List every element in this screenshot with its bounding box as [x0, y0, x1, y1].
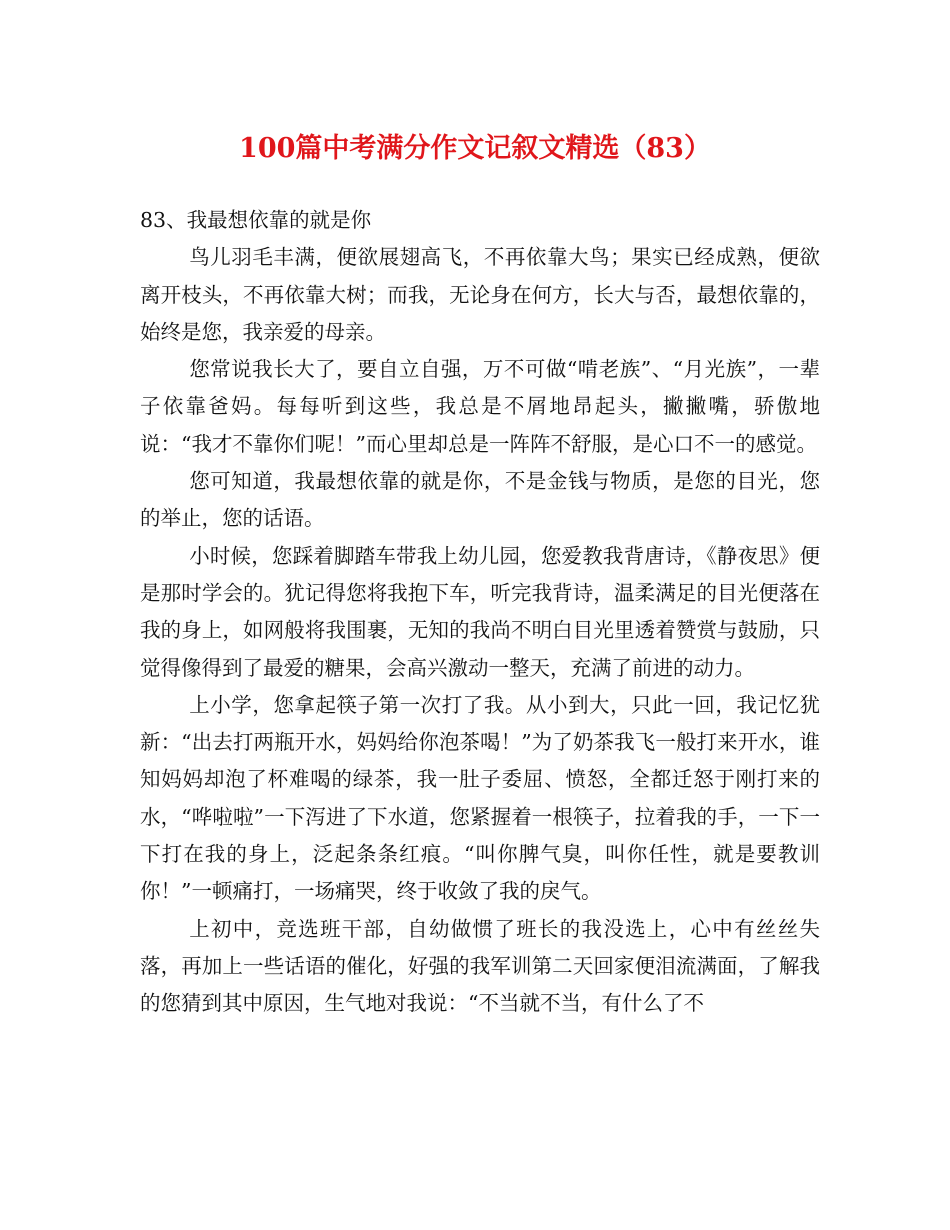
article-paragraph: 上小学，您拿起筷子第一次打了我。从小到大，只此一回，我记忆犹新：“出去打两瓶开水，妈妈给你泡茶喝！”为了奶茶我飞一般打来开水，谁知妈妈却泡了杯难喝的绿茶，我一肚子委屈、愤怒，全都迁怒于刚打来的水，“哗啦啦”一下泻进了下水道，您紧握着一根筷子，拉着我的手，一下一下打在我的身上，泛起条条红痕。“叫你脾气臭，叫你任性，就是要教训你！”一顿痛打，一场痛哭，终于收敛了我的戾气。	[140, 692, 820, 904]
article-paragraph: 上初中，竞选班干部，自幼做惯了班长的我没选上，心中有丝丝失落，再加上一些话语的催化，好强的我军训第二天回家便泪流满面，了解我的您猜到其中原因，生气地对我说：“不当就不当，有什么了不	[140, 916, 820, 1016]
article-paragraph: 小时候，您踩着脚踏车带我上幼儿园，您爱教我背唐诗，《静夜思》便是那时学会的。犹记得您将我抱下车，听完我背诗，温柔满足的目光便落在我的身上，如网般将我围裹，无知的我尚不明白目光里透着赞赏与鼓励，只觉得像得到了最爱的糖果，会高兴激动一整天，充满了前进的动力。	[140, 543, 820, 680]
article-heading: 83、我最想依靠的就是你	[140, 208, 372, 232]
article-body	[140, 202, 820, 1023]
article-paragraph: 鸟儿羽毛丰满，便欲展翅高飞，不再依靠大鸟；果实已经成熟，便欲离开枝头，不再依靠大树；而我，无论身在何方，长大与否，最想依靠的，始终是您，我亲爱的母亲。	[140, 245, 820, 344]
document-title: 100篇中考满分作文记叙文精选（83）	[239, 133, 711, 164]
article-paragraph: 您可知道，我最想依靠的就是你，不是金钱与物质，是您的目光，您的举止，您的话语。	[140, 469, 820, 531]
article-paragraph: 您常说我长大了，要自立自强，万不可做“啃老族”、“月光族”，一辈子依靠爸妈。每每听到这些，我总是不屑地昂起头，撇撇嘴，骄傲地说：“我才不靠你们呢！”而心里却总是一阵阵不舒服，是心口不一的感觉。	[140, 357, 820, 456]
